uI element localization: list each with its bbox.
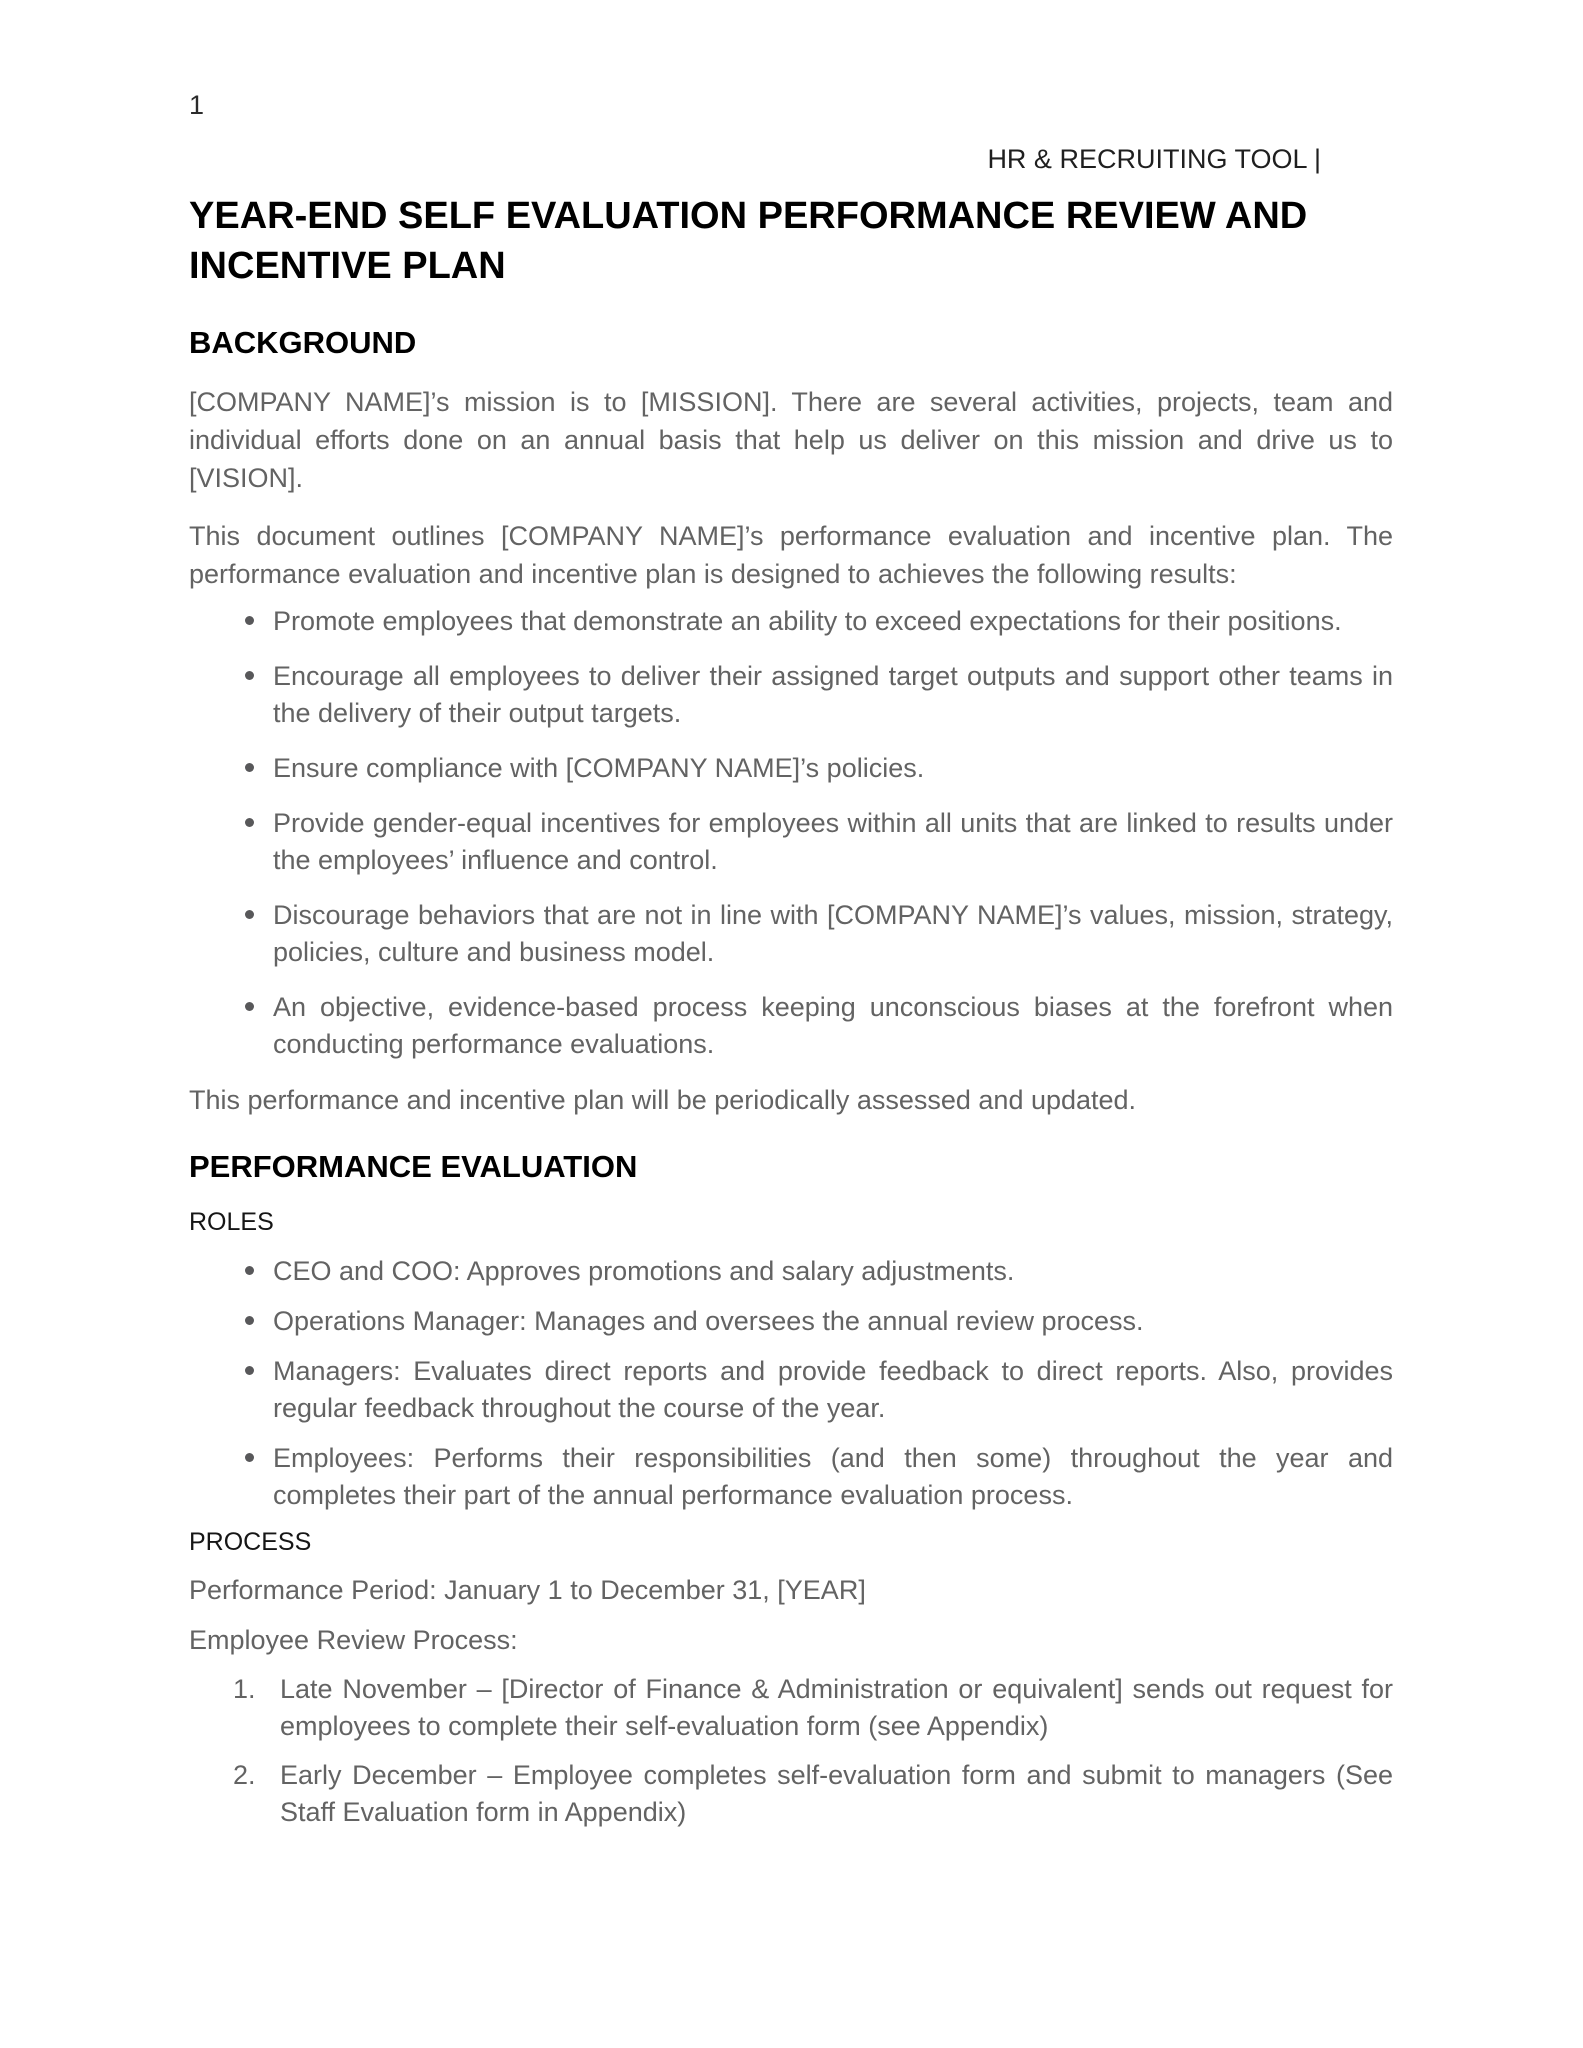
subheading-roles: ROLES	[189, 1208, 274, 1236]
list-item: Discourage behaviors that are not in line with [COMPANY NAME]’s values, mission, strategy, policies, culture and business model.	[189, 897, 1393, 971]
page-number: 1	[189, 90, 205, 120]
list-item: CEO and COO: Approves promotions and salary adjustments.	[189, 1253, 1393, 1290]
subheading-process: PROCESS	[189, 1528, 312, 1556]
list-item: Promote employees that demonstrate an ability to exceed expectations for their positions.	[189, 603, 1393, 640]
paragraph-performance-period: Performance Period: January 1 to December 31, [YEAR]	[189, 1575, 866, 1605]
list-item: Ensure compliance with [COMPANY NAME]’s policies.	[189, 750, 1393, 787]
list-item: Late November – [Director of Finance & Administration or equivalent] sends out request for employees to complete their self-evaluation form (see Appendix)	[280, 1674, 1393, 1741]
paragraph-review-process-label: Employee Review Process:	[189, 1625, 518, 1655]
list-item: Employees: Performs their responsibilities (and then some) throughout the year and completes their part of the annual performance evaluation process.	[189, 1440, 1393, 1514]
list-item: Managers: Evaluates direct reports and provide feedback to direct reports. Also, provides regular feedback throughout the course of the year.	[189, 1353, 1393, 1427]
list-item: Encourage all employees to deliver their assigned target outputs and support other teams in the delivery of their output targets.	[189, 658, 1393, 732]
list-item: An objective, evidence-based process keeping unconscious biases at the forefront when conducting performance evaluations.	[189, 989, 1393, 1063]
paragraph-mission: [COMPANY NAME]’s mission is to [MISSION]. There are several activities, projects, team and individual efforts done on an annual basis that help us deliver on this mission and drive us to [VISION].	[189, 387, 1393, 493]
list-item: Early December – Employee completes self-evaluation form and submit to managers (See Staff Evaluation form in Appendix)	[280, 1760, 1393, 1827]
list-item: Operations Manager: Manages and oversees the annual review process.	[189, 1303, 1393, 1340]
paragraph-outline: This document outlines [COMPANY NAME]’s performance evaluation and incentive plan. The performance evaluation and incentive plan is designed to achieves the following results:	[189, 521, 1393, 589]
heading-performance-evaluation: PERFORMANCE EVALUATION	[189, 1149, 638, 1184]
heading-background: BACKGROUND	[189, 325, 417, 360]
document-title: YEAR-END SELF EVALUATION PERFORMANCE REVIEW AND INCENTIVE PLAN	[189, 195, 1308, 287]
document-header: HR & RECRUITING TOOL |	[987, 144, 1321, 174]
roles-bullet-list	[189, 1253, 1393, 1514]
background-bullet-list	[189, 603, 1393, 1063]
paragraph-closing: This performance and incentive plan will be periodically assessed and updated.	[189, 1085, 1137, 1115]
review-process-step-list	[189, 1671, 1393, 1831]
list-item: Provide gender-equal incentives for employees within all units that are linked to results under the employees’ influence and control.	[189, 805, 1393, 879]
